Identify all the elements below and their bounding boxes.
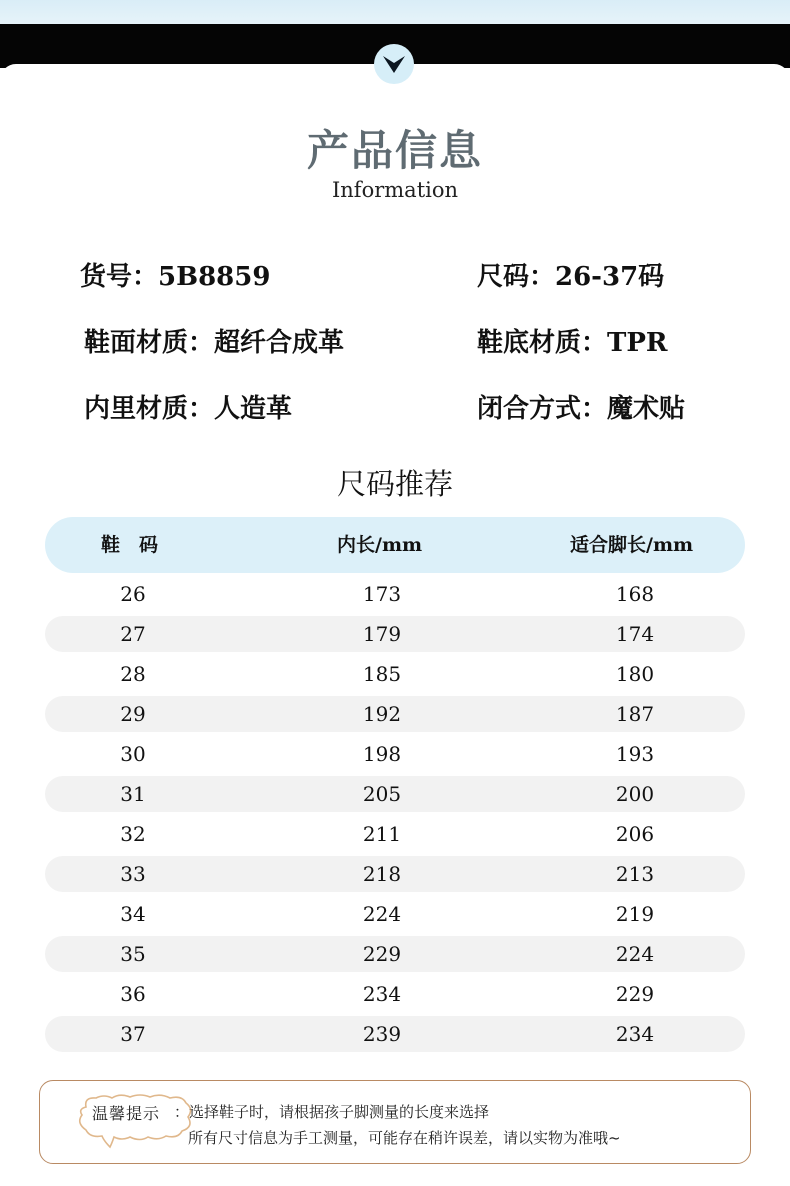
table-row <box>45 776 745 812</box>
lining-material: 内里材质：人造革 <box>84 394 293 424</box>
cell-foot-length: 206 <box>615 822 655 846</box>
page-subtitle: Information <box>331 178 459 202</box>
cell-foot-length: 229 <box>615 982 655 1006</box>
header-size: 鞋 码 <box>101 534 159 556</box>
cell-foot-length: 193 <box>615 742 655 766</box>
cell-size: 36 <box>120 982 146 1006</box>
header-foot-length: 适合脚长/mm <box>570 534 694 556</box>
cell-size: 26 <box>120 582 146 606</box>
cell-foot-length: 168 <box>615 582 655 606</box>
cell-foot-length: 174 <box>615 622 655 646</box>
page-title: 产品信息 <box>306 126 483 175</box>
sole-material: 鞋底材质：TPR <box>477 328 668 358</box>
cell-foot-length: 200 <box>615 782 655 806</box>
table-row <box>45 576 745 612</box>
cell-inner-length: 192 <box>362 702 402 726</box>
cell-size: 37 <box>120 1022 146 1046</box>
cell-inner-length: 229 <box>362 942 402 966</box>
table-row <box>45 936 745 972</box>
table-row <box>45 616 745 652</box>
table-row <box>45 816 745 852</box>
cell-size: 28 <box>120 662 146 686</box>
cell-foot-length: 180 <box>615 662 655 686</box>
size-range: 尺码：26-37码 <box>477 262 665 292</box>
cell-inner-length: 218 <box>362 862 402 886</box>
cell-inner-length: 198 <box>362 742 402 766</box>
cell-size: 29 <box>120 702 146 726</box>
tip-line-1: ：选择鞋子时，请根据孩子脚测量的长度来选择 <box>174 1103 490 1121</box>
table-row <box>45 856 745 892</box>
cell-size: 34 <box>120 902 146 926</box>
cell-inner-length: 205 <box>362 782 402 806</box>
size-table-title: 尺码推荐 <box>336 467 453 501</box>
cell-inner-length: 211 <box>362 822 402 846</box>
table-row <box>45 656 745 692</box>
header-inner-length: 内长/mm <box>337 534 423 556</box>
cell-size: 27 <box>120 622 146 646</box>
cell-size: 35 <box>120 942 146 966</box>
cell-inner-length: 224 <box>362 902 402 926</box>
table-row <box>45 736 745 772</box>
table-row <box>45 696 745 732</box>
cell-size: 33 <box>120 862 146 886</box>
table-row <box>45 1016 745 1052</box>
closure-type: 闭合方式：魔术贴 <box>477 394 686 424</box>
cell-size: 30 <box>120 742 146 766</box>
cell-inner-length: 234 <box>362 982 402 1006</box>
cell-inner-length: 239 <box>362 1022 402 1046</box>
cell-foot-length: 219 <box>615 902 655 926</box>
item-number: 货号：5B8859 <box>80 262 271 292</box>
size-table-header <box>45 517 745 573</box>
cell-size: 31 <box>120 782 146 806</box>
cell-foot-length: 224 <box>615 942 655 966</box>
cell-foot-length: 187 <box>615 702 655 726</box>
table-row <box>45 896 745 932</box>
cell-foot-length: 234 <box>615 1022 655 1046</box>
upper-material: 鞋面材质：超纤合成革 <box>84 328 345 358</box>
cell-size: 32 <box>120 822 146 846</box>
cell-inner-length: 173 <box>362 582 402 606</box>
cell-inner-length: 185 <box>362 662 402 686</box>
cell-foot-length: 213 <box>615 862 655 886</box>
table-row <box>45 976 745 1012</box>
tip-box <box>39 1080 751 1164</box>
cell-inner-length: 179 <box>362 622 402 646</box>
tip-line-2: 所有尺寸信息为手工测量，可能存在稍许误差，请以实物为准哦~ <box>188 1129 621 1147</box>
tip-label: 温馨提示 <box>92 1104 161 1123</box>
chevron-down-icon <box>374 44 414 84</box>
